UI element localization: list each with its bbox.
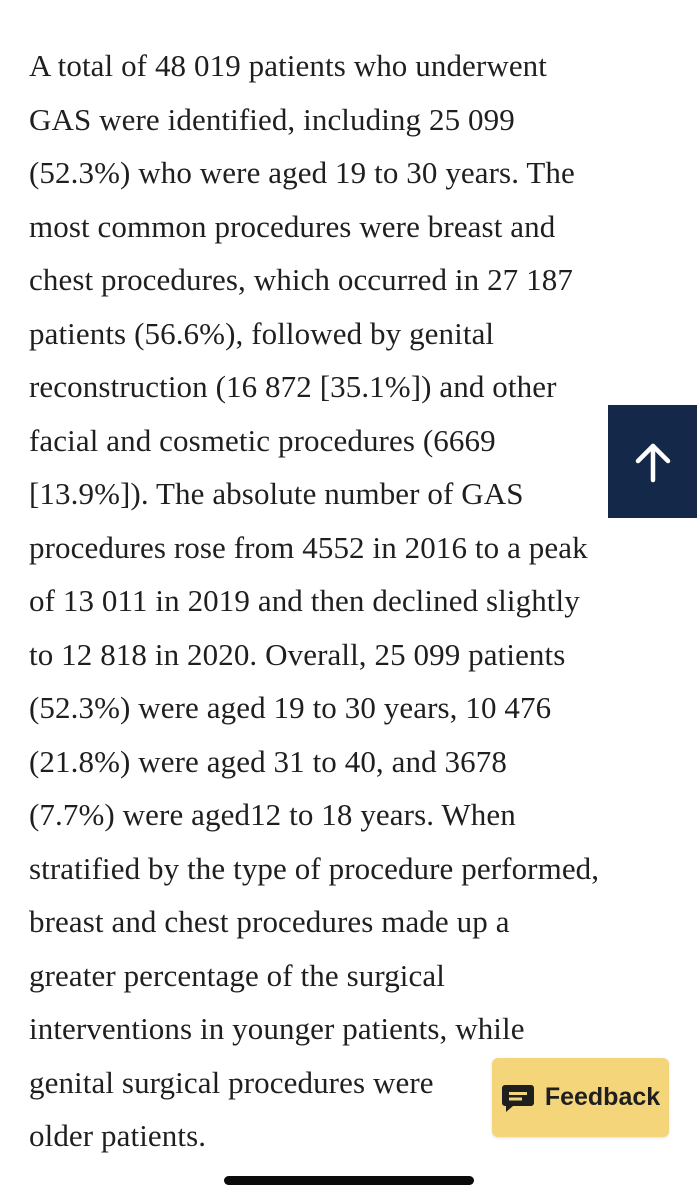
back-to-top-button[interactable]	[608, 405, 697, 518]
paragraph-line: procedures rose from 4552 in 2016 to a peak	[29, 529, 588, 565]
paragraph-line: older patients.	[29, 1118, 207, 1153]
paragraph-line: [13.9%]). The absolute number of GAS	[29, 476, 524, 511]
feedback-button[interactable]	[492, 1058, 669, 1137]
paragraph-line: A total of 48 019 patients who underwent	[29, 48, 547, 83]
paragraph-line: most common procedures were breast and	[29, 208, 556, 244]
paragraph-line: facial and cosmetic procedures (6669	[29, 422, 496, 458]
paragraph-line: to 12 818 in 2020. Overall, 25 099 patients	[29, 636, 566, 672]
home-indicator[interactable]	[224, 1176, 474, 1185]
paragraph-line: (52.3%) who were aged 19 to 30 years. The	[29, 155, 575, 190]
paragraph-line: chest procedures, which occurred in 27 187	[29, 262, 573, 297]
paragraph-line: greater percentage of the surgical	[29, 957, 445, 993]
article-paragraph	[29, 39, 679, 1163]
chat-bubble-icon	[501, 1082, 535, 1114]
paragraph-line: reconstruction (16 872 [35.1%]) and other	[29, 369, 557, 404]
paragraph-line: stratified by the type of procedure performed,	[29, 850, 600, 886]
paragraph-line: interventions in younger patients, while	[29, 1011, 525, 1046]
paragraph-line: genital surgical procedures were	[29, 1064, 434, 1100]
paragraph-line: (21.8%) were aged 31 to 40, and 3678	[29, 743, 507, 779]
top-area	[0, 0, 697, 18]
paragraph-line: of 13 011 in 2019 and then declined slightly	[29, 583, 580, 618]
paragraph-line: patients (56.6%), followed by genital	[29, 315, 495, 351]
feedback-label: Feedback	[544, 1083, 661, 1111]
paragraph-line: (52.3%) were aged 19 to 30 years, 10 476	[29, 690, 552, 725]
paragraph-line: breast and chest procedures made up a	[29, 904, 510, 939]
paragraph-line: (7.7%) were aged12 to 18 years. When	[29, 797, 516, 832]
arrow-up-icon	[633, 440, 673, 484]
paragraph-line: GAS were identified, including 25 099	[29, 101, 515, 137]
